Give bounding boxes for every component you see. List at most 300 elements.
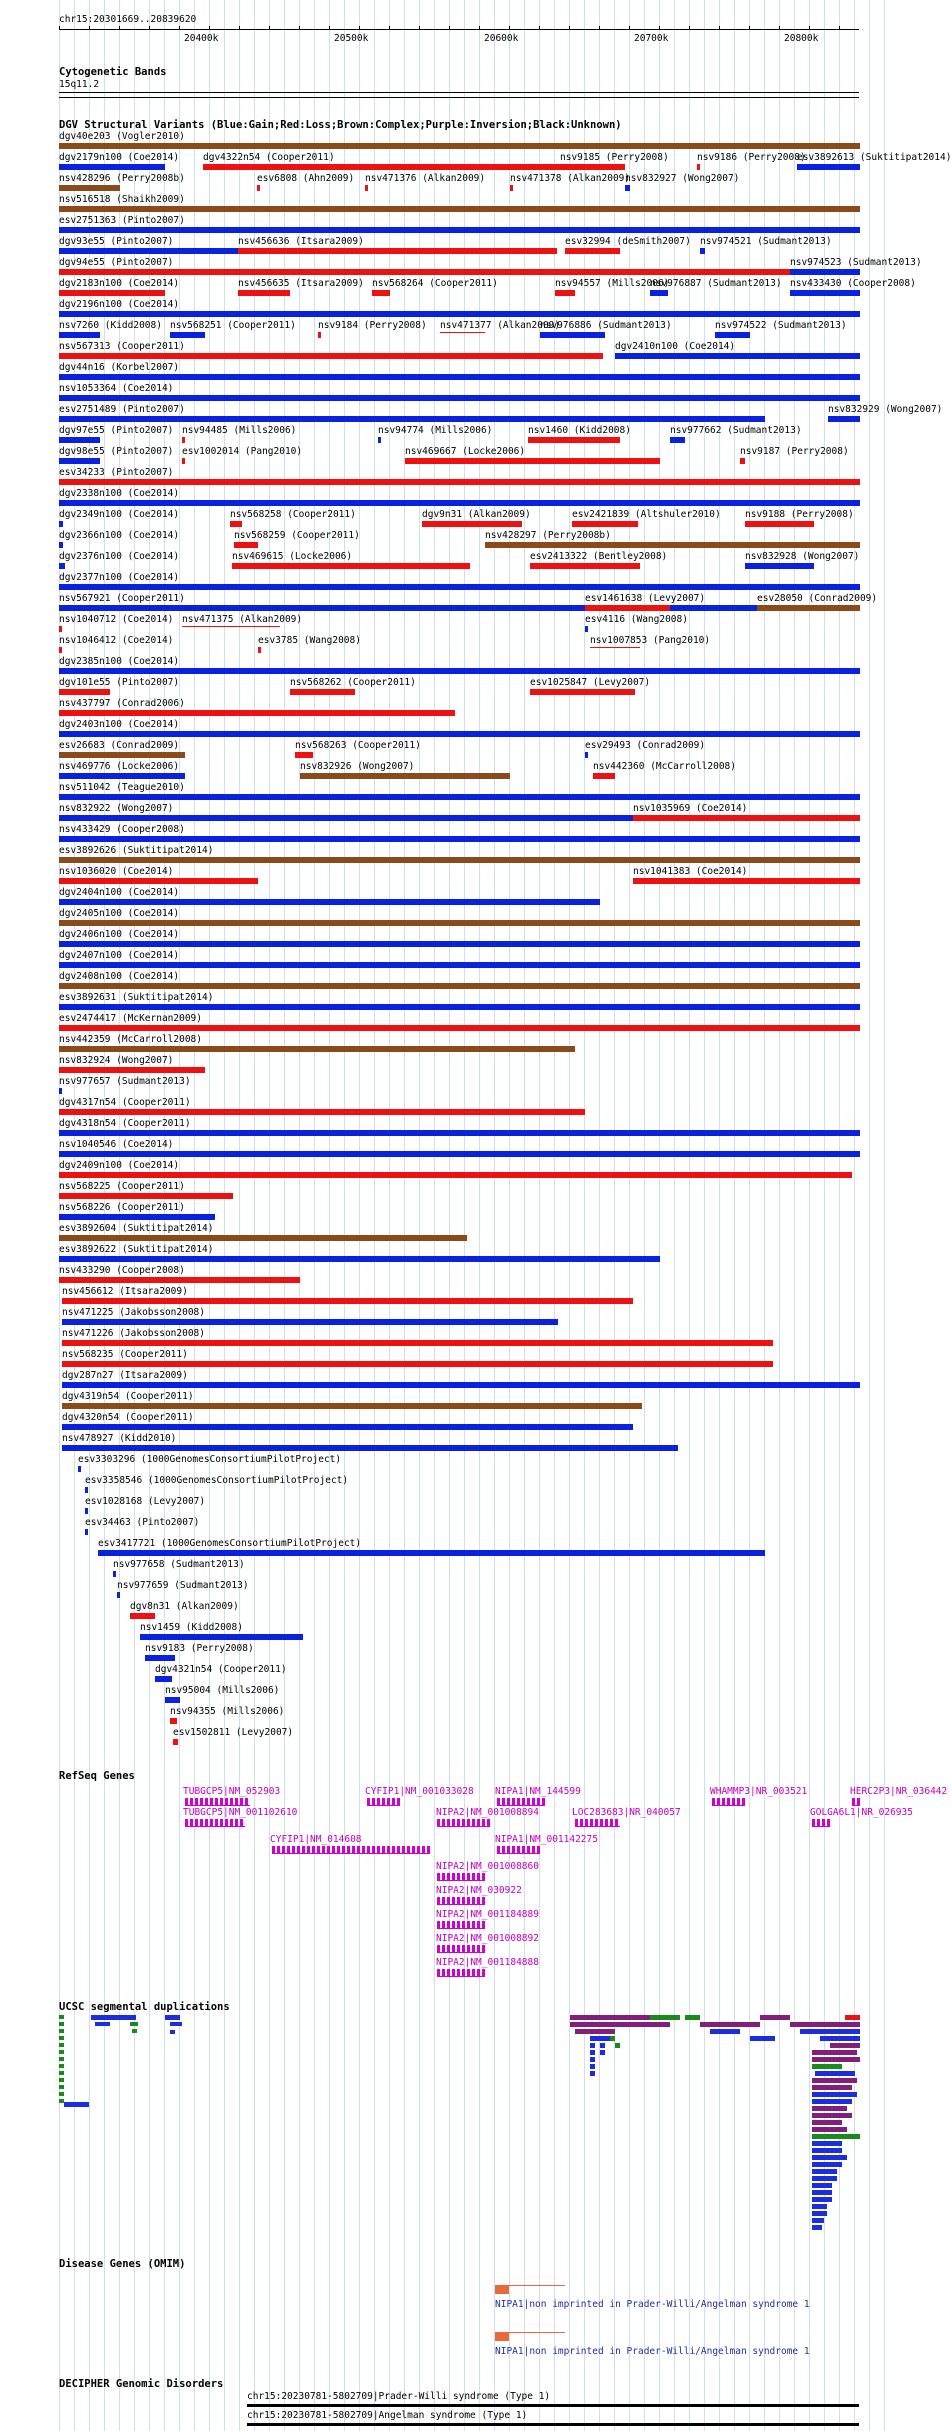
dgv-variant-bar[interactable] xyxy=(85,1487,88,1493)
dgv-variant-label[interactable]: nsv568226 (Cooper2011) xyxy=(59,1202,185,1213)
dgv-variant-label[interactable]: dgv2405n100 (Coe2014) xyxy=(59,908,180,919)
segdup-block[interactable] xyxy=(590,2036,610,2041)
segdup-block[interactable] xyxy=(812,2176,837,2181)
segdup-block[interactable] xyxy=(570,2015,650,2020)
refseq-gene-model[interactable] xyxy=(272,1846,430,1854)
segdup-block[interactable] xyxy=(59,2029,64,2033)
dgv-variant-bar[interactable] xyxy=(555,290,575,296)
dgv-variant-bar[interactable] xyxy=(59,626,62,632)
dgv-variant-label[interactable]: esv3358546 (1000GenomesConsortiumPilotProject) xyxy=(85,1475,349,1486)
refseq-gene-label[interactable]: TUBGCP5|NM_052903 xyxy=(183,1786,281,1797)
dgv-variant-label[interactable]: esv3892626 (Suktitipat2014) xyxy=(59,845,214,856)
dgv-variant-bar[interactable] xyxy=(540,332,605,338)
segdup-block[interactable] xyxy=(600,2043,605,2048)
dgv-variant-label[interactable]: dgv4317n54 (Cooper2011) xyxy=(59,1097,191,1108)
dgv-variant-bar[interactable] xyxy=(59,773,185,779)
dgv-variant-bar[interactable] xyxy=(59,1004,860,1010)
dgv-variant-bar[interactable] xyxy=(670,437,685,443)
dgv-variant-bar[interactable] xyxy=(59,794,860,800)
dgv-variant-bar[interactable] xyxy=(405,458,660,464)
dgv-variant-bar[interactable] xyxy=(318,332,321,338)
refseq-gene-label[interactable]: WHAMMP3|NR_003521 xyxy=(710,1786,808,1797)
dgv-variant-label[interactable]: dgv97e55 (Pinto2007) xyxy=(59,425,174,436)
segdup-block[interactable] xyxy=(59,2064,64,2068)
dgv-variant-label[interactable]: esv1502811 (Levy2007) xyxy=(173,1727,294,1738)
dgv-variant-label[interactable]: dgv2407n100 (Coe2014) xyxy=(59,950,180,961)
refseq-gene-model[interactable] xyxy=(437,1819,490,1827)
dgv-variant-bar[interactable] xyxy=(85,1508,88,1514)
segdup-block[interactable] xyxy=(590,2057,595,2062)
segdup-block[interactable] xyxy=(59,2078,64,2082)
dgv-variant-label[interactable]: esv2421839 (Altshuler2010) xyxy=(572,509,721,520)
refseq-gene-model[interactable] xyxy=(497,1846,540,1854)
dgv-variant-bar[interactable] xyxy=(59,836,860,842)
dgv-variant-label[interactable]: dgv44n16 (Korbel2007) xyxy=(59,362,180,373)
dgv-variant-label[interactable]: nsv9187 (Perry2008) xyxy=(740,446,849,457)
refseq-gene-label[interactable]: NIPA1|NM_144599 xyxy=(495,1786,581,1797)
dgv-variant-bar[interactable] xyxy=(745,521,814,527)
segdup-block[interactable] xyxy=(812,2127,847,2132)
dgv-variant-bar[interactable] xyxy=(59,248,238,254)
dgv-variant-label[interactable]: nsv976886 (Sudmant2013) xyxy=(540,320,672,331)
dgv-variant-bar[interactable] xyxy=(530,563,640,569)
dgv-variant-bar[interactable] xyxy=(59,1067,205,1073)
dgv-variant-label[interactable]: dgv2196n100 (Coe2014) xyxy=(59,299,180,310)
dgv-variant-label[interactable]: esv2474417 (McKernan2009) xyxy=(59,1013,202,1024)
refseq-gene-model[interactable] xyxy=(437,1873,485,1881)
refseq-title[interactable]: RefSeq Genes xyxy=(59,1770,135,1782)
dgv-variant-bar[interactable] xyxy=(59,857,860,863)
dgv-variant-label[interactable]: esv26683 (Conrad2009) xyxy=(59,740,180,751)
dgv-variant-label[interactable]: nsv976887 (Sudmant2013) xyxy=(650,278,782,289)
segdup-block[interactable] xyxy=(590,2064,595,2069)
segdup-block[interactable] xyxy=(812,2204,827,2209)
dgv-variant-label[interactable]: nsv977659 (Sudmant2013) xyxy=(117,1580,249,1591)
segdup-block[interactable] xyxy=(575,2029,615,2034)
dgv-variant-label[interactable]: nsv568225 (Cooper2011) xyxy=(59,1181,185,1192)
dgv-variant-label[interactable]: dgv287n27 (Itsara2009) xyxy=(62,1370,188,1381)
segdup-block[interactable] xyxy=(59,2036,64,2040)
decipher-bar[interactable] xyxy=(247,2423,859,2426)
dgv-variant-label[interactable]: nsv1053364 (Coe2014) xyxy=(59,383,174,394)
dgv-variant-label[interactable]: esv34233 (Pinto2007) xyxy=(59,467,174,478)
dgv-variant-bar[interactable] xyxy=(78,1466,81,1472)
dgv-variant-bar[interactable] xyxy=(585,626,588,632)
dgv-variant-bar[interactable] xyxy=(697,164,700,170)
refseq-gene-model[interactable] xyxy=(437,1969,485,1977)
segdup-block[interactable] xyxy=(59,2092,64,2096)
dgv-variant-bar[interactable] xyxy=(59,227,860,233)
dgv-variant-label[interactable]: nsv9183 (Perry2008) xyxy=(145,1643,254,1654)
dgv-variant-label[interactable]: nsv456612 (Itsara2009) xyxy=(62,1286,188,1297)
dgv-variant-bar[interactable] xyxy=(117,1592,120,1598)
refseq-gene-label[interactable]: CYFIP1|NM_014608 xyxy=(270,1834,362,1845)
dgv-variant-label[interactable]: nsv7260 (Kidd2008) xyxy=(59,320,162,331)
refseq-gene-label[interactable]: GOLGA6L1|NR_026935 xyxy=(810,1807,913,1818)
dgv-variant-bar[interactable] xyxy=(59,1214,215,1220)
refseq-gene-model[interactable] xyxy=(497,1798,545,1806)
dgv-variant-bar[interactable] xyxy=(615,353,860,359)
dgv-variant-bar[interactable] xyxy=(59,1235,467,1241)
dgv-variant-label[interactable]: nsv832927 (Wong2007) xyxy=(625,173,740,184)
refseq-gene-model[interactable] xyxy=(437,1945,485,1953)
dgv-variant-bar[interactable] xyxy=(59,395,860,401)
dgv-variant-bar[interactable] xyxy=(572,521,638,527)
dgv-variant-label[interactable]: dgv93e55 (Pinto2007) xyxy=(59,236,174,247)
dgv-variant-bar[interactable] xyxy=(59,1109,585,1115)
dgv-variant-bar[interactable] xyxy=(585,605,670,611)
dgv-variant-label[interactable]: nsv516518 (Shaikh2009) xyxy=(59,194,185,205)
dgv-variant-label[interactable]: nsv9186 (Perry2008) xyxy=(697,152,806,163)
dgv-variant-bar[interactable] xyxy=(485,542,860,548)
segdup-block[interactable] xyxy=(812,2120,842,2125)
dgv-variant-label[interactable]: nsv471226 (Jakobsson2008) xyxy=(62,1328,205,1339)
dgv-variant-bar[interactable] xyxy=(365,185,368,191)
dgv-variant-label[interactable]: dgv4322n54 (Cooper2011) xyxy=(203,152,335,163)
dgv-variant-bar[interactable] xyxy=(633,878,860,884)
segdup-block[interactable] xyxy=(812,2190,832,2195)
dgv-variant-label[interactable]: nsv469667 (Locke2006) xyxy=(405,446,526,457)
dgv-variant-label[interactable]: nsv456636 (Itsara2009) xyxy=(238,236,364,247)
segdup-block[interactable] xyxy=(130,2022,138,2026)
refseq-gene-model[interactable] xyxy=(812,1819,830,1827)
dgv-variant-bar[interactable] xyxy=(59,437,100,443)
dgv-variant-bar[interactable] xyxy=(98,1550,765,1556)
dgv-variant-label[interactable]: nsv832929 (Wong2007) xyxy=(828,404,943,415)
dgv-variant-bar[interactable] xyxy=(740,458,745,464)
refseq-gene-label[interactable]: NIPA2|NM_030922 xyxy=(436,1885,522,1896)
dgv-variant-bar[interactable] xyxy=(59,878,258,884)
segdup-block[interactable] xyxy=(790,2022,860,2027)
dgv-variant-bar[interactable] xyxy=(59,920,860,926)
dgv-variant-bar[interactable] xyxy=(85,1529,88,1535)
dgv-variant-bar[interactable] xyxy=(62,1424,633,1430)
refseq-gene-model[interactable] xyxy=(852,1798,860,1806)
dgv-variant-label[interactable]: nsv1046412 (Coe2014) xyxy=(59,635,174,646)
segdup-block[interactable] xyxy=(812,2106,847,2111)
dgv-variant-bar[interactable] xyxy=(59,311,860,317)
dgv-variant-bar[interactable] xyxy=(510,185,513,191)
dgv-variant-bar[interactable] xyxy=(170,332,205,338)
dgv-variant-label[interactable]: esv3892631 (Suktitipat2014) xyxy=(59,992,214,1003)
dgv-variant-bar[interactable] xyxy=(440,332,485,333)
segdup-block[interactable] xyxy=(812,2162,842,2167)
dgv-variant-label[interactable]: dgv2377n100 (Coe2014) xyxy=(59,572,180,583)
dgv-variant-label[interactable]: esv32994 (deSmith2007) xyxy=(565,236,691,247)
dgv-variant-label[interactable]: esv34463 (Pinto2007) xyxy=(85,1517,200,1528)
decipher-bar[interactable] xyxy=(247,2404,859,2407)
dgv-variant-bar[interactable] xyxy=(59,647,62,653)
dgv-variant-label[interactable]: dgv2409n100 (Coe2014) xyxy=(59,1160,180,1171)
dgv-variant-bar[interactable] xyxy=(745,563,814,569)
segdup-block[interactable] xyxy=(812,2218,824,2223)
dgv-variant-label[interactable]: esv3892604 (Suktitipat2014) xyxy=(59,1223,214,1234)
refseq-gene-label[interactable]: NIPA2|NM_001184888 xyxy=(436,1957,539,1968)
segdup-block[interactable] xyxy=(59,2057,64,2061)
dgv-variant-bar[interactable] xyxy=(59,479,860,485)
dgv-variant-label[interactable]: dgv2410n100 (Coe2014) xyxy=(615,341,736,352)
dgv-variant-bar[interactable] xyxy=(530,689,635,695)
dgv-variant-label[interactable]: nsv9184 (Perry2008) xyxy=(318,320,427,331)
dgv-variant-label[interactable]: nsv471376 (Alkan2009) xyxy=(365,173,486,184)
refseq-gene-label[interactable]: HERC2P3|NR_036442 xyxy=(850,1786,948,1797)
dgv-variant-label[interactable]: esv3785 (Wang2008) xyxy=(258,635,361,646)
dgv-variant-bar[interactable] xyxy=(59,458,100,464)
decipher-item[interactable]: chr15:20230781-5802709|Angelman syndrome (Type 1) xyxy=(247,2410,528,2421)
dgv-variant-label[interactable]: nsv9188 (Perry2008) xyxy=(745,509,854,520)
dgv-variant-bar[interactable] xyxy=(59,563,65,569)
dgv-variant-label[interactable]: dgv9n31 (Alkan2009) xyxy=(422,509,531,520)
dgv-variant-label[interactable]: nsv469776 (Locke2006) xyxy=(59,761,180,772)
omim-gene-model[interactable] xyxy=(495,2285,565,2294)
dgv-variant-bar[interactable] xyxy=(59,899,600,905)
dgv-variant-label[interactable]: esv1028168 (Levy2007) xyxy=(85,1496,206,1507)
segdup-block[interactable] xyxy=(812,2064,842,2069)
dgv-variant-label[interactable]: esv3892613 (Suktitipat2014) xyxy=(797,152,951,163)
dgv-variant-bar[interactable] xyxy=(62,1361,773,1367)
dgv-variant-bar[interactable] xyxy=(372,290,390,296)
dgv-variant-bar[interactable] xyxy=(590,647,640,648)
dgv-variant-bar[interactable] xyxy=(62,1340,773,1346)
dgv-variant-label[interactable]: dgv98e55 (Pinto2007) xyxy=(59,446,174,457)
dgv-variant-label[interactable]: nsv1036020 (Coe2014) xyxy=(59,866,174,877)
segdup-block[interactable] xyxy=(760,2015,790,2020)
cyto-title[interactable]: Cytogenetic Bands xyxy=(59,66,167,78)
segdup-block[interactable] xyxy=(812,2134,860,2139)
dgv-variant-bar[interactable] xyxy=(62,1319,558,1325)
dgv-variant-bar[interactable] xyxy=(828,416,860,422)
refseq-gene-label[interactable]: NIPA1|NM_001142275 xyxy=(495,1834,598,1845)
dgv-variant-label[interactable]: esv2413322 (Bentley2008) xyxy=(530,551,668,562)
dgv-variant-bar[interactable] xyxy=(59,1277,300,1283)
dgv-variant-bar[interactable] xyxy=(757,605,860,611)
segdup-block[interactable] xyxy=(812,2197,832,2202)
dgv-variant-label[interactable]: esv3303296 (1000GenomesConsortiumPilotProject) xyxy=(78,1454,342,1465)
dgv-variant-label[interactable]: nsv567313 (Cooper2011) xyxy=(59,341,185,352)
dgv-variant-label[interactable]: nsv428296 (Perry2008b) xyxy=(59,173,185,184)
dgv-variant-label[interactable]: nsv442360 (McCarroll2008) xyxy=(593,761,736,772)
dgv-variant-label[interactable]: nsv567921 (Cooper2011) xyxy=(59,593,185,604)
dgv-variant-bar[interactable] xyxy=(165,1697,180,1703)
dgv-variant-bar[interactable] xyxy=(560,164,625,170)
dgv-variant-label[interactable]: nsv94355 (Mills2006) xyxy=(170,1706,285,1717)
dgv-variant-label[interactable]: nsv469615 (Locke2006) xyxy=(232,551,353,562)
dgv-variant-bar[interactable] xyxy=(59,941,860,947)
dgv-variant-bar[interactable] xyxy=(182,626,280,627)
dgv-variant-bar[interactable] xyxy=(59,1046,575,1052)
dgv-variant-label[interactable]: esv4116 (Wang2008) xyxy=(585,614,688,625)
refseq-gene-label[interactable]: NIPA2|NM_001008894 xyxy=(436,1807,539,1818)
dgv-variant-label[interactable]: nsv428297 (Perry2008b) xyxy=(485,530,611,541)
dgv-variant-label[interactable]: esv2751363 (Pinto2007) xyxy=(59,215,185,226)
dgv-variant-label[interactable]: dgv2403n100 (Coe2014) xyxy=(59,719,180,730)
dgv-variant-bar[interactable] xyxy=(59,500,860,506)
segdup-block[interactable] xyxy=(812,2078,857,2083)
segdup-block[interactable] xyxy=(165,2015,180,2020)
dgv-variant-bar[interactable] xyxy=(528,437,620,443)
dgv-variant-bar[interactable] xyxy=(633,815,860,821)
dgv-variant-bar[interactable] xyxy=(170,1718,177,1724)
dgv-variant-bar[interactable] xyxy=(113,1571,116,1577)
dgv-variant-label[interactable]: nsv977658 (Sudmant2013) xyxy=(113,1559,245,1570)
segdup-block[interactable] xyxy=(812,2092,857,2097)
dgv-variant-bar[interactable] xyxy=(59,605,860,611)
segdup-block[interactable] xyxy=(812,2141,842,2146)
segdup-block[interactable] xyxy=(170,2022,182,2026)
dgv-variant-bar[interactable] xyxy=(62,1382,860,1388)
dgv-variant-label[interactable]: dgv40e203 (Vogler2010) xyxy=(59,131,185,142)
refseq-gene-model[interactable] xyxy=(185,1798,250,1806)
refseq-gene-label[interactable]: NIPA2|NM_001008860 xyxy=(436,1861,539,1872)
refseq-gene-label[interactable]: NIPA2|NM_001008892 xyxy=(436,1933,539,1944)
dgv-variant-label[interactable]: nsv433290 (Cooper2008) xyxy=(59,1265,185,1276)
segdup-block[interactable] xyxy=(170,2030,175,2034)
dgv-variant-bar[interactable] xyxy=(258,647,261,653)
dgv-variant-label[interactable]: dgv2406n100 (Coe2014) xyxy=(59,929,180,940)
dgv-variant-label[interactable]: nsv456635 (Itsara2009) xyxy=(238,278,364,289)
segdup-block[interactable] xyxy=(590,2050,595,2055)
dgv-variant-bar[interactable] xyxy=(59,332,100,338)
dgv-variant-bar[interactable] xyxy=(59,1088,62,1094)
dgv-variant-bar[interactable] xyxy=(257,185,260,191)
dgv-variant-bar[interactable] xyxy=(232,563,470,569)
segdup-block[interactable] xyxy=(590,2043,595,2048)
dgv-variant-bar[interactable] xyxy=(59,1172,852,1178)
refseq-gene-model[interactable] xyxy=(712,1798,745,1806)
dgv-variant-label[interactable]: nsv1040712 (Coe2014) xyxy=(59,614,174,625)
dgv-variant-label[interactable]: nsv977657 (Sudmant2013) xyxy=(59,1076,191,1087)
refseq-gene-model[interactable] xyxy=(185,1819,245,1827)
dgv-variant-bar[interactable] xyxy=(790,290,860,296)
dgv-variant-label[interactable]: nsv511042 (Teague2010) xyxy=(59,782,185,793)
dgv-variant-bar[interactable] xyxy=(59,1025,860,1031)
segdup-block[interactable] xyxy=(820,2036,860,2041)
dgv-variant-label[interactable]: nsv1035969 (Coe2014) xyxy=(633,803,748,814)
omim-label[interactable]: NIPA1|non imprinted in Prader-Willi/Angelman syndrome 1 xyxy=(495,2346,810,2357)
dgv-variant-bar[interactable] xyxy=(565,248,620,254)
segdup-block[interactable] xyxy=(710,2029,740,2034)
dgv-variant-bar[interactable] xyxy=(290,689,355,695)
dgv-variant-label[interactable]: dgv4320n54 (Cooper2011) xyxy=(62,1412,194,1423)
dgv-variant-bar[interactable] xyxy=(155,1676,172,1682)
dgv-variant-label[interactable]: nsv832928 (Wong2007) xyxy=(745,551,860,562)
refseq-gene-label[interactable]: CYFIP1|NM_001033028 xyxy=(365,1786,474,1797)
dgv-variant-bar[interactable] xyxy=(59,689,110,695)
dgv-variant-bar[interactable] xyxy=(295,752,313,758)
omim-label[interactable]: NIPA1|non imprinted in Prader-Willi/Angelman syndrome 1 xyxy=(495,2299,810,2310)
dgv-variant-bar[interactable] xyxy=(59,983,860,989)
dgv-variant-label[interactable]: dgv2349n100 (Coe2014) xyxy=(59,509,180,520)
dgv-variant-label[interactable]: nsv94774 (Mills2006) xyxy=(378,425,493,436)
dgv-variant-bar[interactable] xyxy=(145,1655,175,1661)
dgv-variant-label[interactable]: nsv471375 (Alkan2009) xyxy=(182,614,303,625)
dgv-variant-label[interactable]: esv1002014 (Pang2010) xyxy=(182,446,303,457)
segdup-block[interactable] xyxy=(600,2050,605,2055)
segdup-block[interactable] xyxy=(59,2050,64,2054)
dgv-variant-label[interactable]: dgv2338n100 (Coe2014) xyxy=(59,488,180,499)
segdup-block[interactable] xyxy=(570,2022,670,2027)
dgv-variant-bar[interactable] xyxy=(62,1298,633,1304)
dgv-variant-label[interactable]: nsv1007853 (Pang2010) xyxy=(590,635,711,646)
dgv-variant-bar[interactable] xyxy=(59,269,860,275)
dgv-variant-bar[interactable] xyxy=(422,521,522,527)
dgv-variant-bar[interactable] xyxy=(59,353,603,359)
dgv-variant-bar[interactable] xyxy=(378,437,381,443)
dgv-variant-label[interactable]: nsv471377 (Alkan2009) xyxy=(440,320,561,331)
segdup-block[interactable] xyxy=(812,2113,852,2118)
dgv-variant-label[interactable]: dgv2385n100 (Coe2014) xyxy=(59,656,180,667)
refseq-gene-model[interactable] xyxy=(367,1798,400,1806)
dgv-variant-label[interactable]: dgv2408n100 (Coe2014) xyxy=(59,971,180,982)
refseq-gene-model[interactable] xyxy=(437,1897,485,1905)
dgv-variant-bar[interactable] xyxy=(182,458,185,464)
decipher-item[interactable]: chr15:20230781-5802709|Prader-Willi syndrome (Type 1) xyxy=(247,2391,551,2402)
dgv-variant-label[interactable]: dgv4321n54 (Cooper2011) xyxy=(155,1664,287,1675)
dgv-variant-label[interactable]: esv3417721 (1000GenomesConsortiumPilotProject) xyxy=(98,1538,362,1549)
dgv-variant-bar[interactable] xyxy=(797,164,860,170)
segdup-block[interactable] xyxy=(750,2036,775,2041)
segdup-block[interactable] xyxy=(59,2043,64,2047)
dgv-variant-bar[interactable] xyxy=(593,773,615,779)
dgv-variant-label[interactable]: dgv2366n100 (Coe2014) xyxy=(59,530,180,541)
dgv-variant-label[interactable]: nsv433429 (Cooper2008) xyxy=(59,824,185,835)
segdup-block[interactable] xyxy=(685,2015,700,2020)
segdup-block[interactable] xyxy=(95,2022,110,2026)
dgv-variant-label[interactable]: nsv1040546 (Coe2014) xyxy=(59,1139,174,1150)
dgv-variant-bar[interactable] xyxy=(59,1151,860,1157)
segdup-block[interactable] xyxy=(812,2225,822,2230)
dgv-variant-label[interactable]: nsv94485 (Mills2006) xyxy=(182,425,297,436)
segdup-block[interactable] xyxy=(812,2169,837,2174)
dgv-variant-label[interactable]: dgv2179n100 (Coe2014) xyxy=(59,152,180,163)
segdup-block[interactable] xyxy=(91,2015,136,2020)
dgv-title[interactable]: DGV Structural Variants (Blue:Gain;Red:Loss;Brown:Complex;Purple:Inversion;Black:Unknown) xyxy=(59,119,622,131)
dgv-variant-bar[interactable] xyxy=(59,416,765,422)
refseq-gene-label[interactable]: LOC283683|NR_040057 xyxy=(572,1807,681,1818)
segdup-block[interactable] xyxy=(59,2015,64,2019)
dgv-variant-bar[interactable] xyxy=(59,290,165,296)
dgv-variant-bar[interactable] xyxy=(182,437,185,443)
dgv-variant-bar[interactable] xyxy=(59,752,185,758)
dgv-variant-label[interactable]: nsv568263 (Cooper2011) xyxy=(295,740,421,751)
dgv-variant-bar[interactable] xyxy=(59,164,165,170)
dgv-variant-bar[interactable] xyxy=(59,668,860,674)
dgv-variant-label[interactable]: esv3892622 (Suktitipat2014) xyxy=(59,1244,214,1255)
dgv-variant-bar[interactable] xyxy=(59,542,63,548)
dgv-variant-bar[interactable] xyxy=(130,1613,155,1619)
dgv-variant-bar[interactable] xyxy=(62,1403,642,1409)
dgv-variant-label[interactable]: nsv974522 (Sudmant2013) xyxy=(715,320,847,331)
segdup-block[interactable] xyxy=(812,2057,860,2062)
dgv-variant-bar[interactable] xyxy=(715,332,750,338)
dgv-variant-bar[interactable] xyxy=(238,248,557,254)
dgv-variant-bar[interactable] xyxy=(59,584,860,590)
dgv-variant-label[interactable]: dgv8n31 (Alkan2009) xyxy=(130,1601,239,1612)
omim-title[interactable]: Disease Genes (OMIM) xyxy=(59,2258,186,2270)
segdup-block[interactable] xyxy=(610,2036,615,2041)
dgv-variant-label[interactable]: nsv568262 (Cooper2011) xyxy=(290,677,416,688)
segdup-block[interactable] xyxy=(815,2071,855,2076)
dgv-variant-label[interactable]: nsv568251 (Cooper2011) xyxy=(170,320,296,331)
dgv-variant-label[interactable]: nsv568259 (Cooper2011) xyxy=(234,530,360,541)
dgv-variant-label[interactable]: nsv1460 (Kidd2008) xyxy=(528,425,631,436)
segdup-block[interactable] xyxy=(59,2071,64,2075)
dgv-variant-label[interactable]: nsv433430 (Cooper2008) xyxy=(790,278,916,289)
segdup-block[interactable] xyxy=(64,2102,89,2107)
segdup-block[interactable] xyxy=(812,2211,827,2216)
dgv-variant-bar[interactable] xyxy=(585,752,588,758)
dgv-variant-bar[interactable] xyxy=(59,962,860,968)
